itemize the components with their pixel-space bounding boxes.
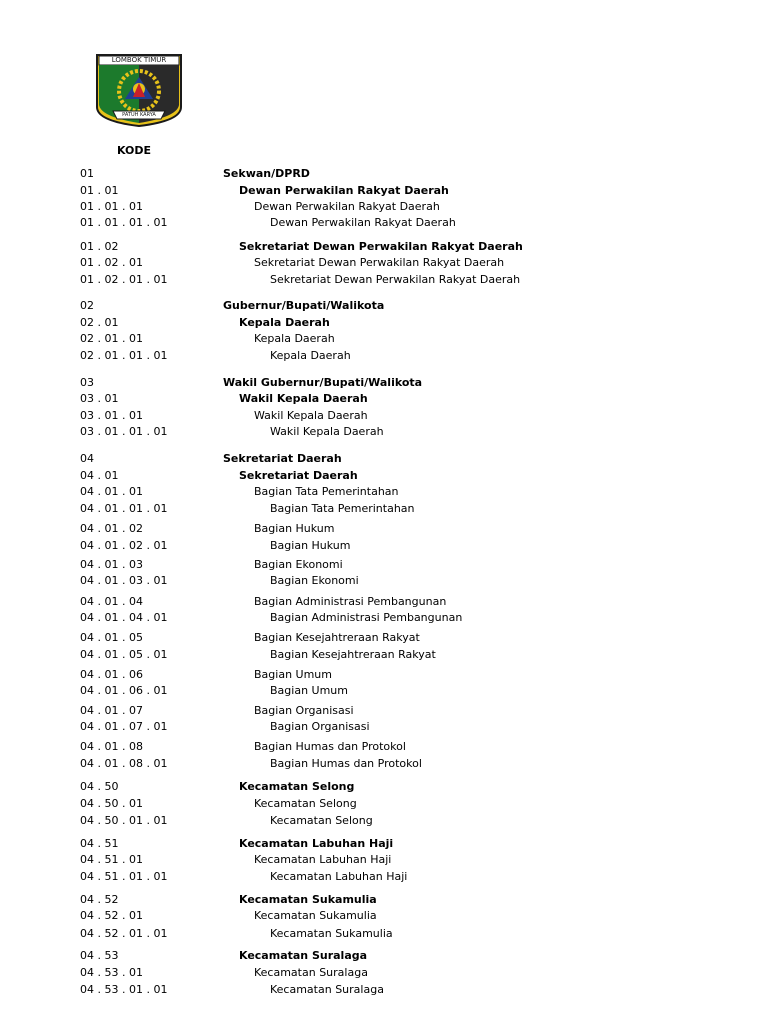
row-name: Gubernur/Bupati/Walikota — [223, 299, 385, 312]
row-code: 04 . 01 . 05 . 01 — [80, 648, 168, 661]
row-code: 04 . 51 . 01 — [80, 853, 143, 866]
row-code: 04 . 01 . 01 . 01 — [80, 502, 168, 515]
list-item — [0, 648, 768, 662]
row-code: 03 . 01 . 01 . 01 — [80, 425, 168, 438]
row-code: 01 . 02 . 01 — [80, 256, 143, 269]
list-item — [0, 853, 768, 867]
list-item — [0, 720, 768, 734]
list-item — [0, 200, 768, 214]
list-item — [0, 502, 768, 516]
row-code: 04 . 01 . 06 . 01 — [80, 684, 168, 697]
row-name: Bagian Organisasi — [270, 720, 370, 733]
row-code: 04 . 53 — [80, 949, 119, 962]
list-item — [0, 316, 768, 330]
row-name: Kecamatan Labuhan Haji — [239, 837, 394, 850]
row-name: Sekretariat Dewan Perwakilan Rakyat Daerah — [254, 256, 505, 269]
row-code: 04 . 01 . 02 . 01 — [80, 539, 168, 552]
row-name: Kecamatan Selong — [270, 814, 373, 827]
list-item — [0, 797, 768, 811]
row-code: 01 — [80, 167, 94, 180]
row-name: Dewan Perwakilan Rakyat Daerah — [239, 184, 449, 197]
row-name: Kepala Daerah — [239, 316, 330, 329]
row-code: 04 . 01 . 05 — [80, 631, 143, 644]
row-code: 03 . 01 — [80, 392, 119, 405]
list-item — [0, 983, 768, 997]
row-name: Bagian Humas dan Protokol — [254, 740, 406, 753]
list-item — [0, 704, 768, 718]
list-item — [0, 299, 768, 313]
row-code: 04 . 52 . 01 . 01 — [80, 927, 168, 940]
row-name: Kecamatan Labuhan Haji — [270, 870, 408, 883]
row-name: Bagian Humas dan Protokol — [270, 757, 422, 770]
list-item — [0, 558, 768, 572]
list-item — [0, 167, 768, 181]
row-code: 01 . 01 . 01 . 01 — [80, 216, 168, 229]
list-item — [0, 909, 768, 923]
row-name: Bagian Ekonomi — [254, 558, 343, 571]
row-code: 04 . 51 — [80, 837, 119, 850]
list-item — [0, 485, 768, 499]
list-item — [0, 631, 768, 645]
list-item — [0, 184, 768, 198]
row-name: Bagian Kesejahtreraan Rakyat — [270, 648, 436, 661]
list-item — [0, 814, 768, 828]
list-item — [0, 870, 768, 884]
row-code: 04 . 50 — [80, 780, 119, 793]
row-name: Sekretariat Daerah — [239, 469, 358, 482]
row-name: Kecamatan Selong — [254, 797, 357, 810]
row-name: Bagian Tata Pemerintahan — [270, 502, 415, 515]
list-item — [0, 376, 768, 390]
row-name: Dewan Perwakilan Rakyat Daerah — [270, 216, 456, 229]
row-code: 04 . 52 — [80, 893, 119, 906]
row-name: Bagian Organisasi — [254, 704, 354, 717]
row-name: Sekretariat Dewan Perwakilan Rakyat Daerah — [239, 240, 523, 253]
list-item — [0, 425, 768, 439]
row-code: 04 . 50 . 01 . 01 — [80, 814, 168, 827]
row-name: Kecamatan Suralaga — [270, 983, 384, 996]
row-name: Kecamatan Sukamulia — [270, 927, 393, 940]
list-item — [0, 966, 768, 980]
row-name: Bagian Hukum — [254, 522, 335, 535]
row-code: 01 . 01 . 01 — [80, 200, 143, 213]
list-item — [0, 522, 768, 536]
list-item — [0, 469, 768, 483]
logo-bottom-text: PATUH KARYA — [122, 112, 156, 118]
row-code: 04 . 52 . 01 — [80, 909, 143, 922]
row-name: Sekretariat Daerah — [223, 452, 342, 465]
row-name: Sekwan/DPRD — [223, 167, 310, 180]
list-item — [0, 893, 768, 907]
row-code: 04 . 01 . 01 — [80, 485, 143, 498]
row-name: Kecamatan Labuhan Haji — [254, 853, 392, 866]
list-item — [0, 332, 768, 346]
row-name: Bagian Administrasi Pembangunan — [254, 595, 447, 608]
row-name: Dewan Perwakilan Rakyat Daerah — [254, 200, 440, 213]
row-code: 03 — [80, 376, 94, 389]
row-name: Kecamatan Selong — [239, 780, 355, 793]
list-item — [0, 216, 768, 230]
row-code: 04 . 01 . 03 . 01 — [80, 574, 168, 587]
list-item — [0, 574, 768, 588]
row-name: Wakil Kepala Daerah — [254, 409, 368, 422]
list-item — [0, 452, 768, 466]
row-name: Bagian Umum — [254, 668, 332, 681]
list-item — [0, 409, 768, 423]
row-code: 02 . 01 . 01 — [80, 332, 143, 345]
row-code: 04 . 01 . 02 — [80, 522, 143, 535]
row-code: 04 . 01 . 08 — [80, 740, 143, 753]
row-name: Sekretariat Dewan Perwakilan Rakyat Daerah — [270, 273, 521, 286]
row-name: Wakil Gubernur/Bupati/Walikota — [223, 376, 423, 389]
row-code: 04 . 01 . 06 — [80, 668, 143, 681]
row-name: Wakil Kepala Daerah — [270, 425, 384, 438]
row-name: Bagian Ekonomi — [270, 574, 359, 587]
row-code: 04 . 53 . 01 . 01 — [80, 983, 168, 996]
row-code: 02 . 01 — [80, 316, 119, 329]
row-name: Bagian Administrasi Pembangunan — [270, 611, 463, 624]
row-name: Kecamatan Suralaga — [254, 966, 368, 979]
list-item — [0, 539, 768, 553]
list-item — [0, 780, 768, 794]
list-item — [0, 392, 768, 406]
row-name: Bagian Hukum — [270, 539, 351, 552]
list-item — [0, 256, 768, 270]
row-code: 04 . 01 . 04 — [80, 595, 143, 608]
list-item — [0, 668, 768, 682]
row-name: Bagian Tata Pemerintahan — [254, 485, 399, 498]
row-name: Bagian Kesejahtreraan Rakyat — [254, 631, 420, 644]
list-item — [0, 349, 768, 363]
row-name: Kecamatan Suralaga — [239, 949, 368, 962]
row-code: 01 . 02 . 01 . 01 — [80, 273, 168, 286]
list-item — [0, 240, 768, 254]
row-code: 04 . 01 . 03 — [80, 558, 143, 571]
list-item — [0, 949, 768, 963]
row-code: 02 — [80, 299, 94, 312]
list-item — [0, 273, 768, 287]
row-code: 04 . 01 — [80, 469, 119, 482]
row-code: 04 . 01 . 07 — [80, 704, 143, 717]
list-item — [0, 595, 768, 609]
row-name: Kecamatan Sukamulia — [239, 893, 377, 906]
row-code: 04 . 51 . 01 . 01 — [80, 870, 168, 883]
logo-top-text: LOMBOK TIMUR — [111, 56, 167, 64]
kode-column-header: KODE — [117, 144, 152, 157]
row-name: Kecamatan Sukamulia — [254, 909, 377, 922]
row-code: 01 . 02 — [80, 240, 119, 253]
list-item — [0, 611, 768, 625]
row-code: 04 . 50 . 01 — [80, 797, 143, 810]
list-item — [0, 740, 768, 754]
row-name: Kepala Daerah — [270, 349, 351, 362]
row-code: 04 . 53 . 01 — [80, 966, 143, 979]
list-item — [0, 684, 768, 698]
row-name: Bagian Umum — [270, 684, 348, 697]
row-name: Kepala Daerah — [254, 332, 335, 345]
row-code: 02 . 01 . 01 . 01 — [80, 349, 168, 362]
row-code: 04 — [80, 452, 94, 465]
row-code: 04 . 01 . 07 . 01 — [80, 720, 168, 733]
row-code: 03 . 01 . 01 — [80, 409, 143, 422]
row-code: 04 . 01 . 08 . 01 — [80, 757, 168, 770]
list-item — [0, 837, 768, 851]
row-code: 04 . 01 . 04 . 01 — [80, 611, 168, 624]
row-name: Wakil Kepala Daerah — [239, 392, 368, 405]
row-code: 01 . 01 — [80, 184, 119, 197]
list-item — [0, 757, 768, 771]
list-item — [0, 927, 768, 941]
